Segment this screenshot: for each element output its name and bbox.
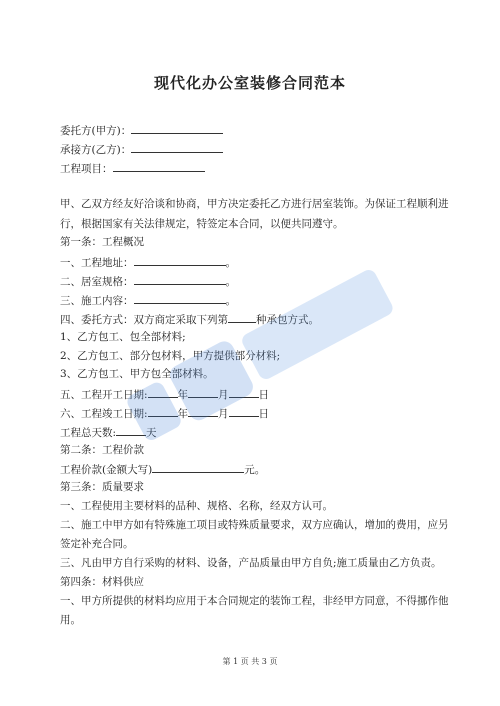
month-label: 月: [218, 408, 229, 420]
contract-mode-1: 1、乙方包工、包全部材料;: [60, 331, 186, 343]
content-label: 三、施工内容：: [60, 295, 134, 307]
spec-blank[interactable]: [134, 273, 226, 285]
mode-suffix: 种承包方式。: [256, 314, 319, 326]
document-title: 现代化办公室装修合同范本: [153, 74, 346, 92]
art3-item-2-line-2: 签定补充合同。: [60, 538, 134, 550]
page-footer: 第 1 页 共 3 页: [222, 657, 278, 666]
end-month-blank[interactable]: [188, 405, 218, 417]
article-3-heading: 第三条：质量要求: [60, 481, 144, 493]
intro-line-2: 行，根据国家有关法律规定，特签定本合同，以便共同遵守。: [60, 218, 344, 230]
total-days-label: 工程总天数:: [60, 427, 117, 439]
month-label: 月: [218, 389, 229, 401]
art4-item-1-line-2: 用。: [60, 614, 81, 626]
day-label: 日: [258, 408, 270, 420]
article-4-heading: 第四条：材料供应: [60, 576, 144, 588]
contract-mode-2: 2、乙方包工、部分包材料，甲方提供部分材料;: [60, 350, 281, 362]
spec-label: 二、居室规格：: [60, 276, 134, 288]
party-a-blank[interactable]: [131, 122, 223, 134]
day-label: 日: [258, 389, 270, 401]
mode-blank[interactable]: [228, 311, 256, 323]
start-month-blank[interactable]: [188, 386, 218, 398]
price-unit: 元。: [244, 464, 266, 476]
address-blank[interactable]: [134, 254, 226, 266]
end-year-blank[interactable]: [148, 405, 178, 417]
total-days-line: [60, 424, 157, 440]
start-year-blank[interactable]: [148, 386, 178, 398]
content-blank[interactable]: [134, 292, 226, 304]
party-b-blank[interactable]: [131, 141, 223, 153]
start-day-blank[interactable]: [229, 386, 259, 398]
end-date-line: [60, 405, 269, 421]
article-1-heading: 第一条：工程概况: [60, 236, 144, 248]
art3-item-1: 一、工程使用主要材料的品种、规格、名称，经双方认可。: [60, 500, 333, 512]
year-label: 年: [177, 408, 189, 420]
art3-item-2-line-1: 二、施工中甲方如有特殊施工项目或特殊质量要求，双方应确认，增加的费用，应另: [60, 519, 449, 531]
project-blank[interactable]: [113, 160, 205, 172]
contract-mode-3: 3、乙方包工、甲方包全部材料。: [60, 368, 214, 380]
days-unit: 天: [146, 427, 157, 439]
party-a-line: [60, 122, 223, 138]
start-date-label: 五、工程开工日期:: [60, 389, 148, 401]
address-label: 一、工程地址：: [60, 257, 134, 269]
period: 。: [225, 257, 236, 269]
start-date-line: [60, 386, 269, 402]
party-b-label: 承接方(乙方)：: [60, 144, 132, 156]
project-label: 工程项目：: [60, 163, 113, 175]
art1-address-line: [60, 254, 236, 270]
art1-mode-line: [60, 311, 319, 327]
price-line: [60, 461, 265, 477]
party-a-label: 委托方(甲方)：: [60, 125, 132, 137]
art3-item-3: 三、凡由甲方自行采购的材料、设备，产品质量由甲方自负;施工质量由乙方负责。: [60, 557, 442, 569]
art4-item-1-line-1: 一、甲方所提供的材料均应用于本合同规定的装饰工程，非经甲方同意，不得挪作他: [60, 595, 449, 607]
art1-content-line: [60, 292, 236, 308]
project-line: [60, 160, 205, 176]
end-date-label: 六、工程竣工日期:: [60, 408, 148, 420]
intro-line-1: 甲、乙双方经友好洽谈和协商，甲方决定委托乙方进行居室装饰。为保证工程顺利进: [60, 198, 449, 210]
period: 。: [225, 276, 236, 288]
price-blank[interactable]: [152, 461, 244, 473]
end-day-blank[interactable]: [229, 405, 259, 417]
period: 。: [225, 295, 236, 307]
total-days-blank[interactable]: [116, 424, 146, 436]
article-2-heading: 第二条：工程价款: [60, 444, 144, 456]
price-label: 工程价款(金额大写): [60, 464, 153, 476]
art1-spec-line: [60, 273, 236, 289]
party-b-line: [60, 141, 223, 157]
mode-prefix: 四、委托方式：双方商定采取下列第: [60, 314, 228, 326]
year-label: 年: [177, 389, 189, 401]
